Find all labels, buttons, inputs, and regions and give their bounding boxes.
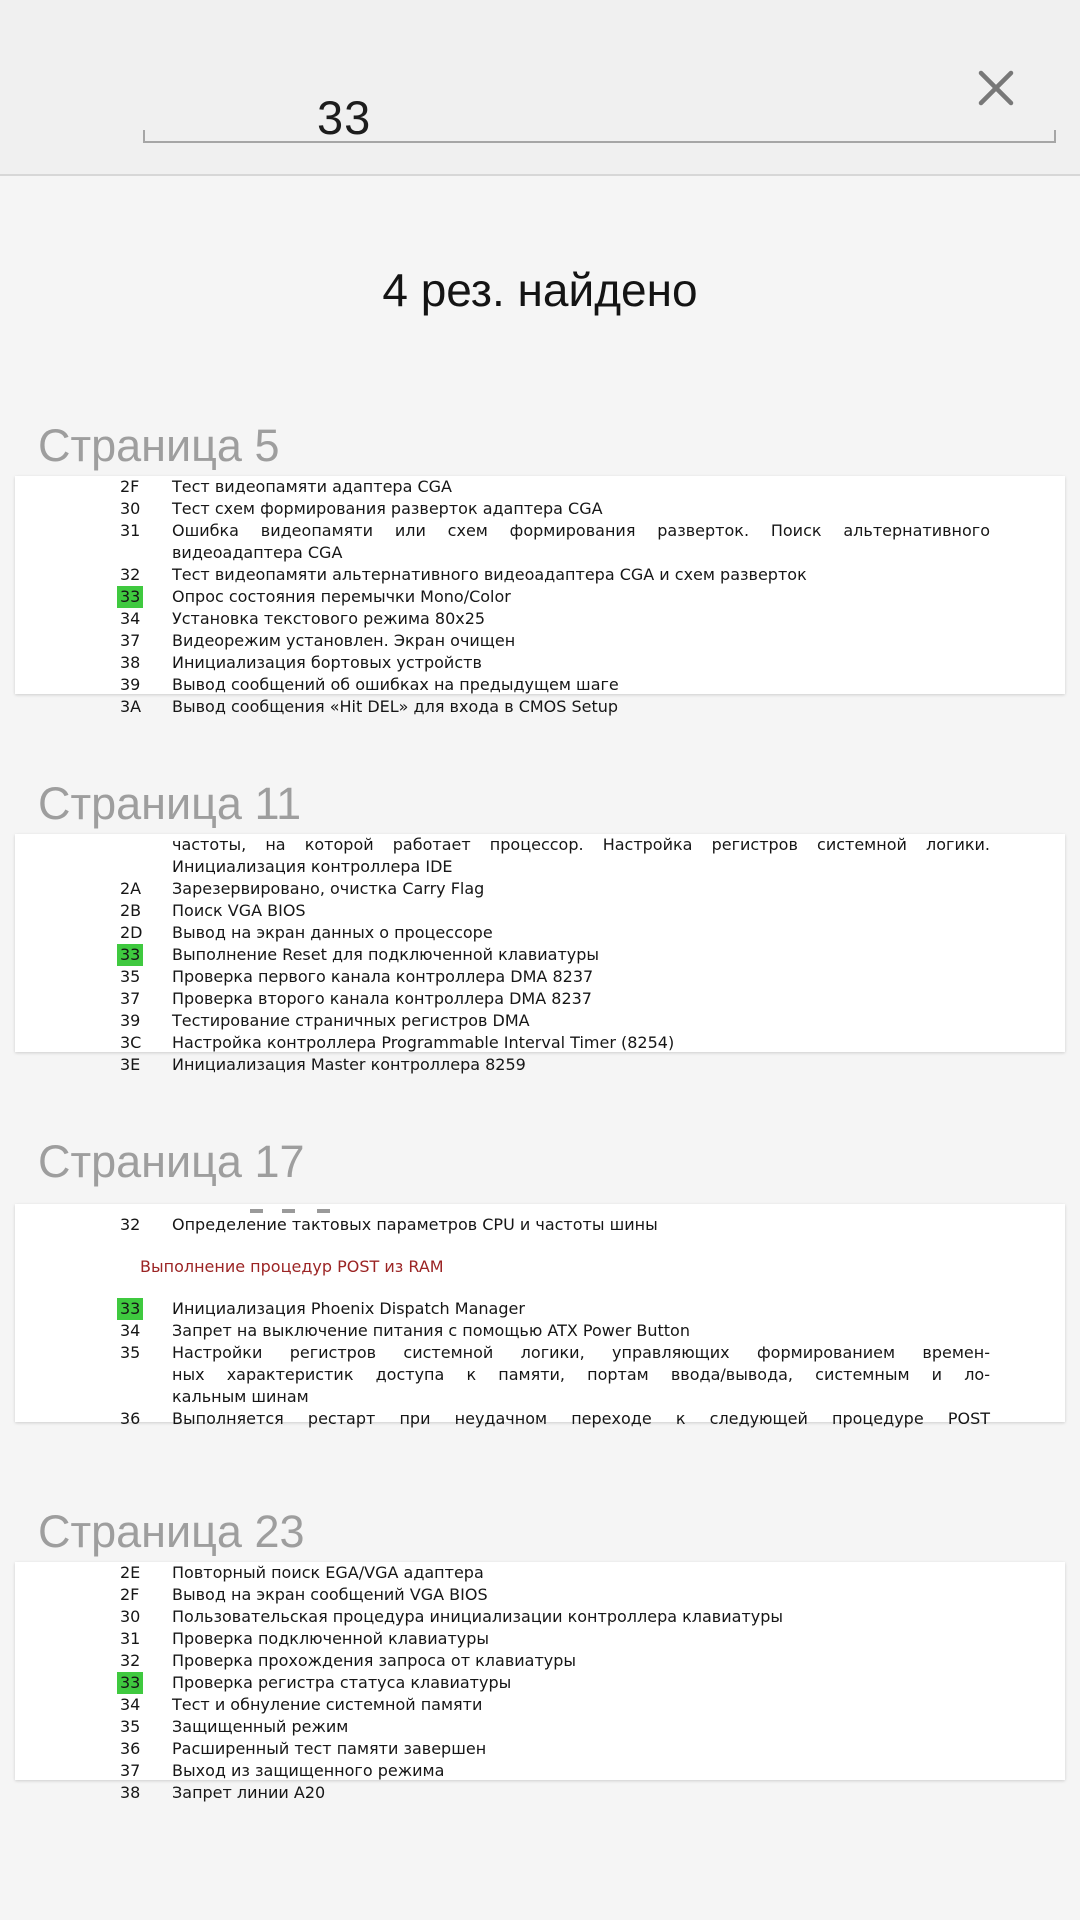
post-code: 36 [120,1409,141,1428]
post-code: 30 [120,1607,141,1626]
post-code: 37 [120,989,141,1008]
snippet-line [120,1342,990,1364]
post-description: Выполняется рестарт при неудачном переходе к следующей процедуре POST [172,1409,990,1428]
post-description: Инициализация контроллера IDE [172,857,453,876]
snippet-line [120,586,990,608]
post-code: 30 [120,499,141,518]
search-match-highlight: 33 [117,1298,143,1320]
snippet-line [120,1628,990,1650]
post-code: 2B [120,901,142,920]
snippet-line [120,944,990,966]
post-description: Вывод на экран сообщений VGA BIOS [172,1585,488,1604]
close-icon [968,60,1024,116]
result-page-title: Страница 5 [38,420,280,471]
post-description: Видеорежим установлен. Экран очищен [172,631,516,650]
post-description: Расширенный тест памяти завершен [172,1739,487,1758]
snippet-content [120,1204,990,1430]
post-code: 38 [120,653,141,672]
post-description: Проверка первого канала контроллера DMA 8237 [172,967,594,986]
search-input-underline [143,130,1056,143]
post-description: Выполнение процедур POST из RAM [140,1257,444,1276]
post-code: 35 [120,967,141,986]
post-code: 32 [120,565,141,584]
result-page-title: Страница 17 [38,1136,305,1187]
snippet-line [120,1032,990,1054]
post-code: 37 [120,1761,141,1780]
post-description: Настройка контроллера Programmable Interval Timer (8254) [172,1033,675,1052]
snippet-line [120,1584,990,1606]
post-description: Выход из защищенного режима [172,1761,445,1780]
post-description: Ошибка видеопамяти или схем формирования разверток. Поиск альтернативного [172,521,990,540]
post-code: 2E [120,1563,141,1582]
snippet-line [120,1716,990,1738]
post-code: 3C [120,1033,142,1052]
snippet-line [120,1010,990,1032]
results-count-label: 4 рез. найдено [382,264,698,316]
post-description: Вывод сообщения «Hit DEL» для входа в CMOS Setup [172,697,619,716]
snippet-line [120,652,990,674]
snippet-line [120,1386,990,1408]
blank-line [120,1236,990,1256]
post-code: 35 [120,1717,141,1736]
post-description: Запрет линии A20 [172,1783,326,1802]
post-description: Инициализация Master контроллера 8259 [172,1055,526,1074]
post-description: Зарезервировано, очистка Carry Flag [172,879,485,898]
post-description: Выполнение Reset для подключенной клавиатуры [172,945,600,964]
post-code: 38 [120,1783,141,1802]
post-description: Настройки регистров системной логики, управляющих формированием времен- [172,1343,990,1362]
snippet-line [120,1562,990,1584]
post-code: 39 [120,1011,141,1030]
post-code: 3A [120,697,142,716]
post-description: частоты, на которой работает процессор. Настройка регистров системной логики. [172,835,990,854]
post-code: 31 [120,1629,141,1648]
snippet-content [120,476,990,718]
result-page-title: Страница 11 [38,778,302,829]
search-result-item[interactable] [0,778,1080,1074]
post-code: 34 [120,1321,141,1340]
snippet-line [120,1738,990,1760]
snippet-line [120,520,990,542]
post-code: 36 [120,1739,141,1758]
post-description: Защищенный режим [172,1717,349,1736]
search-results-list [0,176,1080,1802]
post-description: Поиск VGA BIOS [172,901,306,920]
post-code: 3E [120,1055,141,1074]
post-description: Проверка подключенной клавиатуры [172,1629,490,1648]
post-code: 39 [120,675,141,694]
post-description: Запрет на выключение питания с помощью ATX Power Button [172,1321,690,1340]
snippet-line [120,630,990,652]
post-description: Определение тактовых параметров CPU и частоты шины [172,1215,658,1234]
post-code: 32 [120,1215,141,1234]
snippet-line [120,1606,990,1628]
snippet-line [120,696,990,718]
snippet-line [120,922,990,944]
snippet-section-heading [120,1256,990,1278]
result-blocks-container [0,420,1080,1802]
post-description: Пользовательская процедура инициализации контроллера клавиатуры [172,1607,784,1626]
snippet-content [120,1562,990,1804]
post-code: 35 [120,1343,141,1362]
snippet-line [120,476,990,498]
post-code: 2F [120,1585,140,1604]
snippet-content [120,834,990,1076]
snippet-line [120,542,990,564]
post-code: 32 [120,1651,141,1670]
snippet-line [120,1364,990,1386]
search-result-item[interactable] [0,1506,1080,1802]
snippet-line [120,856,990,878]
post-description: Тестирование страничных регистров DMA [172,1011,530,1030]
result-snippet-card[interactable] [15,834,1065,1074]
post-description: Повторный поиск EGA/VGA адаптера [172,1563,484,1582]
search-app-bar [0,0,1080,176]
post-description: Установка текстового режима 80x25 [172,609,486,628]
snippet-line [120,674,990,696]
post-description: Опрос состояния перемычки Mono/Color [172,587,511,606]
post-description: Проверка прохождения запроса от клавиатуры [172,1651,577,1670]
snippet-line [120,1650,990,1672]
post-description: Тест видеопамяти альтернативного видеоадаптера CGA и схем разверток [172,565,807,584]
search-query-text: 33 [317,91,372,144]
post-description: Инициализация бортовых устройств [172,653,482,672]
blank-line [120,1278,990,1298]
snippet-line [120,834,990,856]
post-description: Вывод сообщений об ошибках на предыдущем шаге [172,675,619,694]
post-description: Проверка второго канала контроллера DMA 8237 [172,989,592,1008]
clear-search-button[interactable] [968,60,1024,116]
post-description: Вывод на экран данных о процессоре [172,923,493,942]
snippet-line [120,1760,990,1782]
snippet-line [120,1320,990,1342]
result-snippet-card[interactable] [15,476,1065,716]
snippet-line [120,1408,990,1430]
post-description: Тест и обнуление системной памяти [172,1695,483,1714]
snippet-line [120,564,990,586]
post-code: 2F [120,477,140,496]
post-description: Проверка регистра статуса клавиатуры [172,1673,512,1692]
search-result-item[interactable] [0,420,1080,716]
snippet-line [120,1298,990,1320]
clipped-text-fragment [120,1204,990,1214]
post-description: кальным шинам [172,1387,309,1406]
search-match-highlight: 33 [117,944,143,966]
post-description: Инициализация Phoenix Dispatch Manager [172,1299,525,1318]
result-snippet-card[interactable] [15,1562,1065,1802]
result-page-title: Страница 23 [38,1506,305,1557]
post-code: 34 [120,609,141,628]
post-description: Тест видеопамяти адаптера CGA [172,477,452,496]
post-description: видеоадаптера CGA [172,543,343,562]
post-code: 2A [120,879,142,898]
post-code: 34 [120,1695,141,1714]
snippet-line [120,1214,990,1236]
search-input[interactable] [143,36,1056,142]
post-description: Тест схем формирования разверток адаптера CGA [172,499,603,518]
snippet-line [120,900,990,922]
post-description: ных характеристик доступа к памяти, портам ввода/вывода, системным и ло- [172,1365,990,1384]
snippet-line [120,878,990,900]
snippet-line [120,498,990,520]
snippet-line [120,988,990,1010]
snippet-line [120,1694,990,1716]
snippet-line [120,1672,990,1694]
result-snippet-card[interactable] [15,1204,1065,1428]
post-code: 2D [120,923,143,942]
snippet-line [120,608,990,630]
search-match-highlight: 33 [117,1672,143,1694]
post-code: 31 [120,521,141,540]
post-code: 37 [120,631,141,650]
snippet-line [120,1054,990,1076]
search-result-item[interactable] [0,1136,1080,1428]
snippet-line [120,1782,990,1804]
search-match-highlight: 33 [117,586,143,608]
snippet-line [120,966,990,988]
